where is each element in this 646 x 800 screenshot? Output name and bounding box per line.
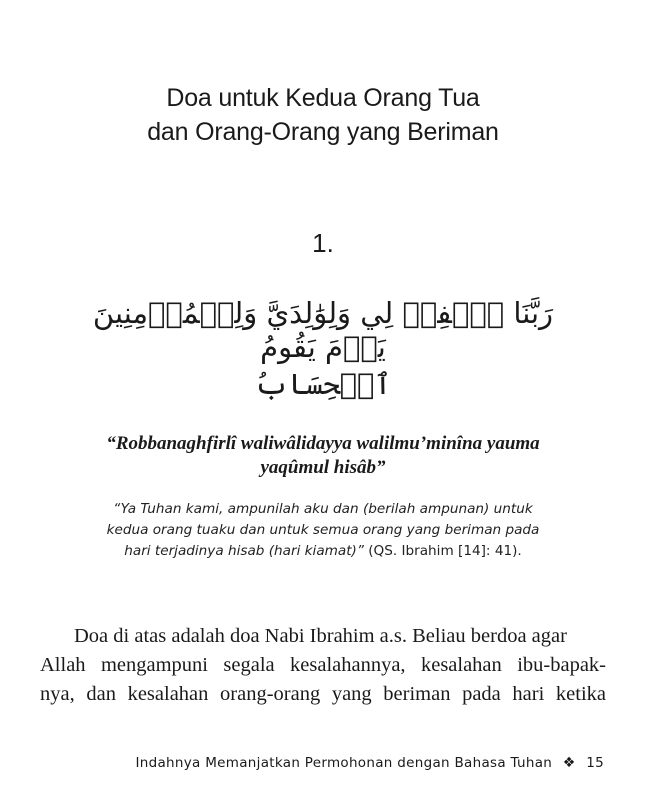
arabic-text-line2: ٱلۡحِسَابُ — [254, 367, 392, 401]
page-title-line2: dan Orang-Orang yang Beriman — [147, 118, 499, 146]
translation-line1 — [40, 499, 606, 520]
body-paragraph-line2: Allah mengampuni segala kesalahannya, kesalahan ibu-bapak- — [40, 654, 606, 676]
transliteration-line2: yaqûmul hisâb” — [260, 457, 386, 478]
arabic-text-line1: رَبَّنَا ٱغۡفِرۡ لِي وَلِوَٰلِدَيَّ وَلِلۡمُؤۡمِنِينَ يَوۡمَ يَقُومُ — [92, 296, 554, 364]
translation-text: kedua orang tuaku dan untuk semua orang yang beriman pada — [106, 522, 540, 538]
body-paragraph-line1: Doa di atas adalah doa Nabi Ibrahim a.s. Beliau berdoa agar — [74, 625, 567, 647]
running-footer — [135, 755, 604, 771]
page-title-line1: Doa untuk Kedua Orang Tua — [166, 84, 480, 112]
translation-line3 — [40, 541, 606, 562]
quran-reference: (QS. Ibrahim [14]: 41). — [363, 543, 522, 559]
transliteration-line1: “Robbanaghfirlî waliwâlidayya walilmu’minîna yauma — [106, 433, 540, 454]
ornament-icon: ❖ — [562, 755, 576, 771]
prayer-number: 1. — [312, 228, 334, 258]
body-paragraph-line3: nya, dan kesalahan orang-orang yang beriman pada hari ketika — [40, 683, 606, 705]
translation-text: “Ya Tuhan kami, ampunilah aku dan (berilah ampunan) untuk — [113, 501, 533, 517]
book-title: Indahnya Memanjatkan Permohonan dengan Bahasa Tuhan — [135, 755, 553, 771]
translation-text: hari terjadinya hisab (hari kiamat)” — [124, 543, 364, 559]
page-number: 15 — [586, 755, 604, 771]
translation-line2 — [40, 520, 606, 541]
